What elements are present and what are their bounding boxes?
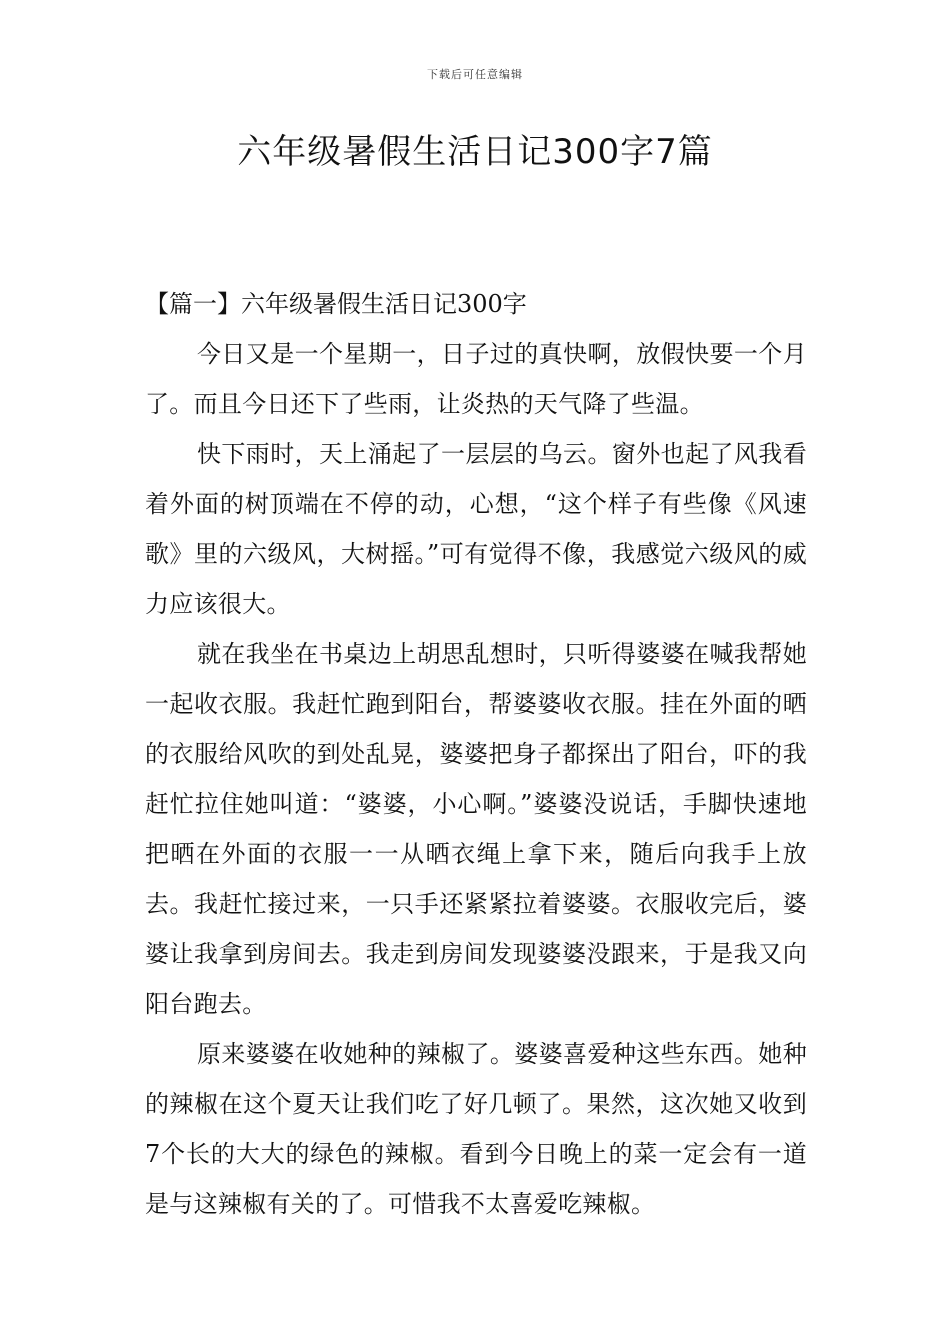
document-title: 六年级暑假生活日记300字7篇 bbox=[237, 132, 713, 172]
document-body bbox=[145, 279, 807, 1229]
paragraph: 原来婆婆在收她种的辣椒了。婆婆喜爱种这些东西。她种的辣椒在这个夏天让我们吃了好几顿了。果然，这次她又收到7个长的大大的绿色的辣椒。看到今日晚上的菜一定会有一道是与这辣椒有关的了。可惜我不太喜爱吃辣椒。 bbox=[145, 1040, 807, 1218]
paragraph: 就在我坐在书桌边上胡思乱想时，只听得婆婆在喊我帮她一起收衣服。我赶忙跑到阳台，帮婆婆收衣服。挂在外面的晒的衣服给风吹的到处乱晃，婆婆把身子都探出了阳台，吓的我赶忙拉住她叫道：“婆婆，小心啊。”婆婆没说话，手脚快速地把晒在外面的衣服一一从晒衣绳上拿下来，随后向我手上放去。我赶忙接过来，一只手还紧紧拉着婆婆。衣服收完后，婆婆让我拿到房间去。我走到房间发现婆婆没跟来，于是我又向阳台跑去。 bbox=[145, 640, 807, 1018]
header-note: 下载后可任意编辑 bbox=[427, 68, 523, 81]
section-heading: 【篇一】六年级暑假生活日记300字 bbox=[145, 290, 527, 318]
paragraph: 快下雨时，天上涌起了一层层的乌云。窗外也起了风我看着外面的树顶端在不停的动，心想，“这个样子有些像《风速歌》里的六级风，大树摇。”可有觉得不像，我感觉六级风的威力应该很大。 bbox=[145, 440, 807, 618]
paragraph: 今日又是一个星期一，日子过的真快啊，放假快要一个月了。而且今日还下了些雨，让炎热的天气降了些温。 bbox=[145, 340, 807, 418]
